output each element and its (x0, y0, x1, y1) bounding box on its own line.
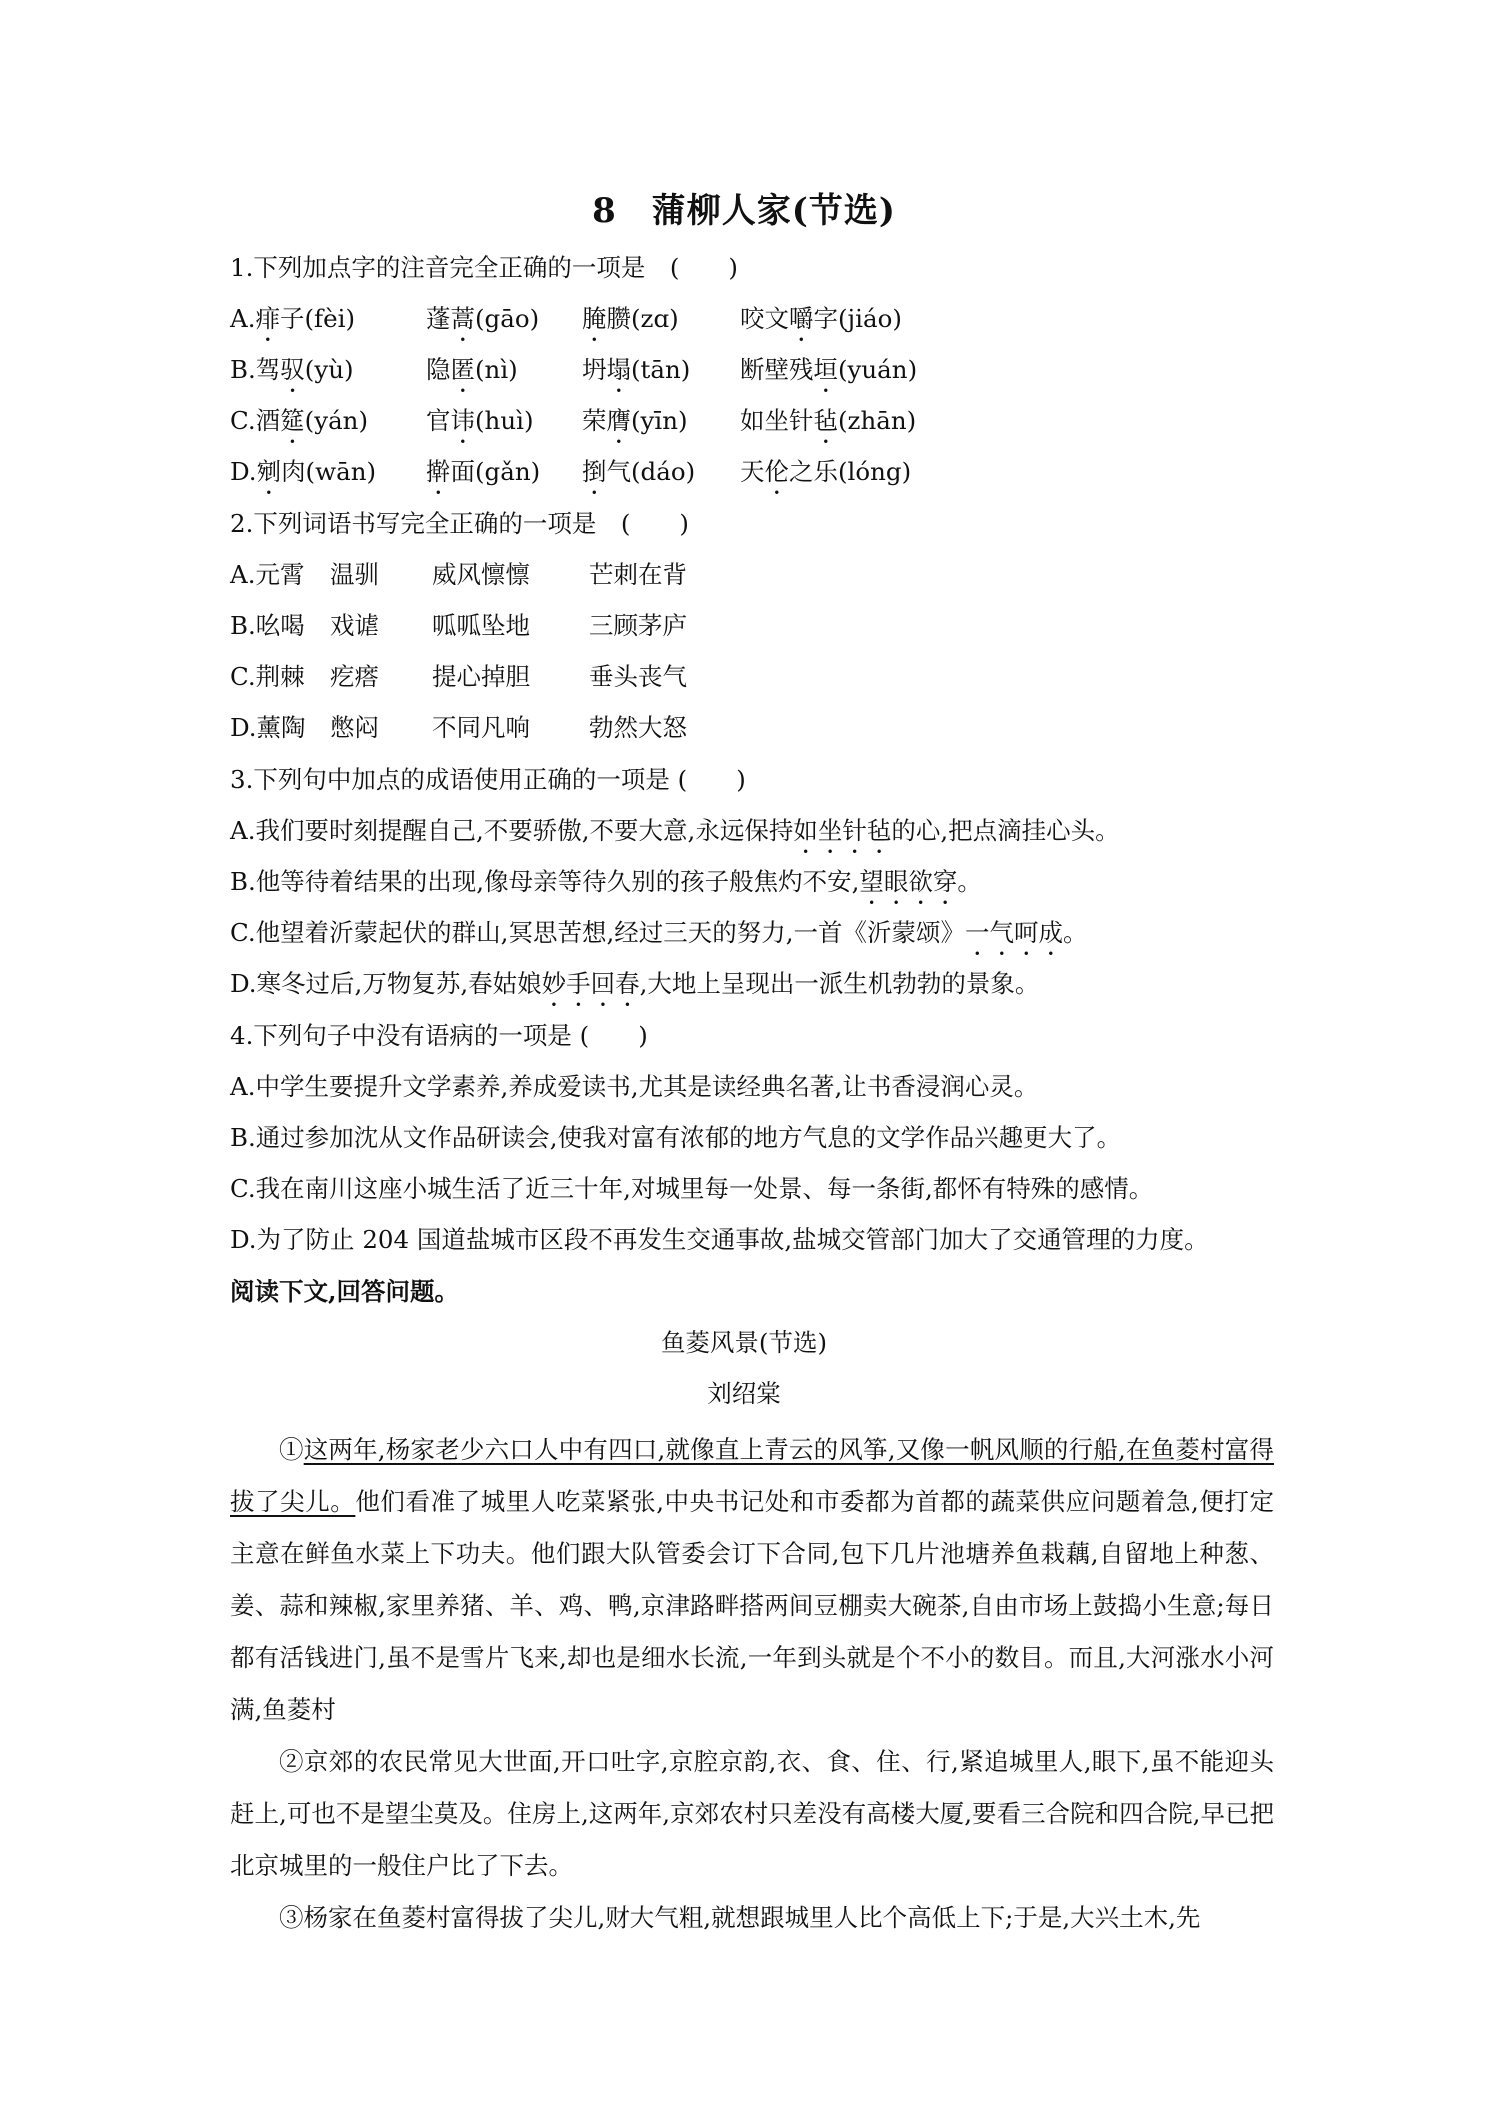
option-text: 臜(zɑ) (606, 304, 679, 333)
option-text: 断壁残 (740, 355, 814, 384)
answer-option-word: D.薰陶 (230, 713, 306, 742)
answer-option-word: B.吆喝 (230, 611, 305, 640)
page-title: 8 蒲柳人家(节选) (592, 191, 896, 231)
question-4-stem: 4.下列句子中没有语病的一项是 ( ) (230, 1021, 648, 1050)
option-text: 字(jiáo) (813, 304, 902, 333)
question-4-option: C.我在南川这座小城生活了近三十年,对城里每一处景、每一条街,都怀有特殊的感情。 (230, 1174, 1154, 1203)
option-letter: B. (230, 355, 256, 384)
dotted-idiom: 一气呵成 (965, 918, 1064, 947)
question-3-option (230, 917, 1088, 961)
option-text: 坍 (582, 355, 607, 384)
dotted-character: 匿 (450, 355, 475, 384)
option-text: 荣 (582, 406, 607, 435)
question-3-option (230, 968, 1039, 1012)
answer-option-word: 疙瘩 (330, 662, 379, 691)
option-text: (yán) (304, 406, 369, 435)
dotted-character: 筵 (280, 406, 305, 435)
paragraph-1-number: ① (279, 1435, 304, 1464)
question-4-option: D.为了防止 204 国道盐城市区段不再发生交通事故,盐城交管部门加大了交通管理的力度。 (230, 1225, 1209, 1254)
option-text: (yuán) (838, 355, 918, 384)
dotted-character: 毡 (813, 406, 838, 435)
option-text: 的心,把点滴挂心头。 (891, 816, 1120, 845)
answer-option-word: 戏谑 (330, 611, 379, 640)
option-letter: A. (230, 304, 256, 333)
option-text: (yù) (304, 355, 354, 384)
reading-title: 鱼菱风景(节选) (660, 1328, 828, 1357)
dotted-idiom: 望眼欲穿 (859, 867, 958, 896)
paragraph-1-text: 他们看准了城里人吃菜紧张,中央书记处和市委都为首都的蔬菜供应问题着急,便打定主意在鲜鱼水菜上下功夫。他们跟大队管委会订下合同,包下几片池塘养鱼栽藕,自留地上种葱、姜、蒜和辣椒,家里养猪、羊、鸡、鸭,京津路畔搭两间豆棚卖大碗茶,自由市场上鼓捣小生意;每日都有活钱进门,虽不是雪片飞来,却也是细水长流,一年到头就是个不小的数目。而且,大河涨水小河满,鱼菱村 (230, 1487, 1275, 1724)
dotted-character: 膺 (606, 406, 631, 435)
answer-option-item (426, 405, 534, 449)
answer-option-item (230, 354, 354, 398)
answer-option-item (426, 354, 518, 398)
question-1-stem: 1.下列加点字的注音完全正确的一项是 ( ) (230, 253, 738, 282)
answer-option-item (740, 405, 916, 449)
option-text: 官 (426, 406, 451, 435)
answer-option-item (740, 354, 917, 398)
question-4-option: B.通过参加沈从文作品研读会,使我对富有浓郁的地方气息的文学作品兴趣更大了。 (230, 1123, 1122, 1152)
answer-option-word: 芒刺在背 (589, 560, 687, 589)
answer-option-item (230, 456, 376, 500)
dotted-idiom: 如坐针毡 (793, 816, 892, 845)
option-text: (huì) (475, 406, 534, 435)
dotted-character: 伦 (764, 457, 789, 486)
option-text: 蓬 (426, 304, 451, 333)
answer-option-word: 憋闷 (330, 713, 379, 742)
answer-option-item (582, 456, 695, 500)
dotted-character: 驭 (280, 355, 305, 384)
answer-option-word: 三顾茅庐 (589, 611, 687, 640)
answer-option-item (230, 405, 368, 449)
dotted-character: 垣 (813, 355, 838, 384)
option-text: 气(dáo) (606, 457, 696, 486)
question-3-option (230, 815, 1120, 859)
option-text: (tān) (631, 355, 691, 384)
option-text: (yīn) (631, 406, 688, 435)
answer-option-item (426, 456, 540, 500)
question-3-stem: 3.下列句中加点的成语使用正确的一项是 ( ) (230, 765, 746, 794)
paragraph-1 (230, 1424, 1274, 1736)
option-letter: D. (230, 457, 257, 486)
dotted-character: 擀 (426, 457, 451, 486)
question-3-option (230, 866, 982, 910)
option-text: C.他望着沂蒙起伏的群山,冥思苦想,经过三天的努力,一首《沂蒙颂》 (230, 918, 966, 947)
option-text: A.我们要时刻提醒自己,不要骄傲,不要大意,永远保持 (230, 816, 794, 845)
answer-option-item (582, 354, 690, 398)
option-text: 之乐(lóng) (789, 457, 912, 486)
option-text: (nì) (475, 355, 518, 384)
answer-option-word: 勃然大怒 (589, 713, 687, 742)
dotted-character: 痱 (255, 304, 280, 333)
answer-option-item (582, 303, 679, 347)
answer-option-word: 垂头丧气 (589, 662, 687, 691)
option-text: 。 (957, 867, 982, 896)
option-text: B.他等待着结果的出现,像母亲等待久别的孩子般焦灼不安, (230, 867, 860, 896)
option-text: D.寒冬过后,万物复苏,春姑娘 (230, 969, 542, 998)
dotted-character: 蒿 (450, 304, 475, 333)
dotted-character: 嚼 (789, 304, 814, 333)
dotted-character: 塌 (606, 355, 631, 384)
option-text: 子(fèi) (279, 304, 356, 333)
option-text: 。 (1063, 918, 1088, 947)
reading-author: 刘绍棠 (707, 1379, 781, 1408)
option-text: 酒 (255, 406, 281, 435)
answer-option-item (426, 303, 539, 347)
option-text: 天 (740, 457, 765, 486)
option-text: 如坐针 (740, 406, 814, 435)
option-text: (gāo) (475, 304, 540, 333)
option-text: 驾 (255, 355, 281, 384)
answer-option-item (230, 303, 355, 347)
paragraph-3: ③杨家在鱼菱村富得拔了尖儿,财大气粗,就想跟城里人比个高低上下;于是,大兴土木,先 (279, 1903, 1201, 1932)
option-text: 肉(wān) (281, 457, 377, 486)
option-text: ,大地上呈现出一派生机勃勃的景象。 (639, 969, 1040, 998)
reading-instruction: 阅读下文,回答问题。 (230, 1277, 460, 1306)
option-text: 咬文 (740, 304, 789, 333)
option-letter: C. (230, 406, 256, 435)
option-text: 隐 (426, 355, 451, 384)
option-text: (zhān) (838, 406, 917, 435)
answer-option-word: 提心掉胆 (432, 662, 530, 691)
paragraph-1-underlined: 这两年,杨家老少六口人中有四口,就像直上青云的风筝,又像一帆风顺的行船,在鱼菱村富得拔了尖儿。 (230, 1435, 1274, 1516)
answer-option-word: A.元霄 (230, 560, 305, 589)
answer-option-item (582, 405, 688, 449)
dotted-character: 讳 (450, 406, 475, 435)
answer-option-word: 不同凡响 (432, 713, 530, 742)
answer-option-item (740, 303, 902, 347)
answer-option-word: 威风懔懔 (432, 560, 530, 589)
paragraph-2: ②京郊的农民常见大世面,开口吐字,京腔京韵,衣、食、住、行,紧追城里人,眼下,虽不能迎头赶上,可也不是望尘莫及。住房上,这两年,京郊农村只差没有高楼大厦,要看三合院和四合院,早已把北京城里的一般住户比了下去。 (230, 1747, 1274, 1880)
answer-option-item (740, 456, 911, 500)
answer-option-word: 温驯 (330, 560, 379, 589)
dotted-character: 腌 (582, 304, 607, 333)
answer-option-word: 呱呱坠地 (432, 611, 530, 640)
answer-option-word: C.荆棘 (230, 662, 305, 691)
dotted-character: 剜 (256, 457, 282, 486)
dotted-character: 捯 (582, 457, 607, 486)
dotted-idiom: 妙手回春 (541, 969, 640, 998)
question-4-option: A.中学生要提升文学素养,养成爱读书,尤其是读经典名著,让书香浸润心灵。 (230, 1072, 1039, 1101)
question-2-stem: 2.下列词语书写完全正确的一项是 ( ) (230, 509, 689, 538)
option-text: 面(gǎn) (450, 457, 541, 486)
